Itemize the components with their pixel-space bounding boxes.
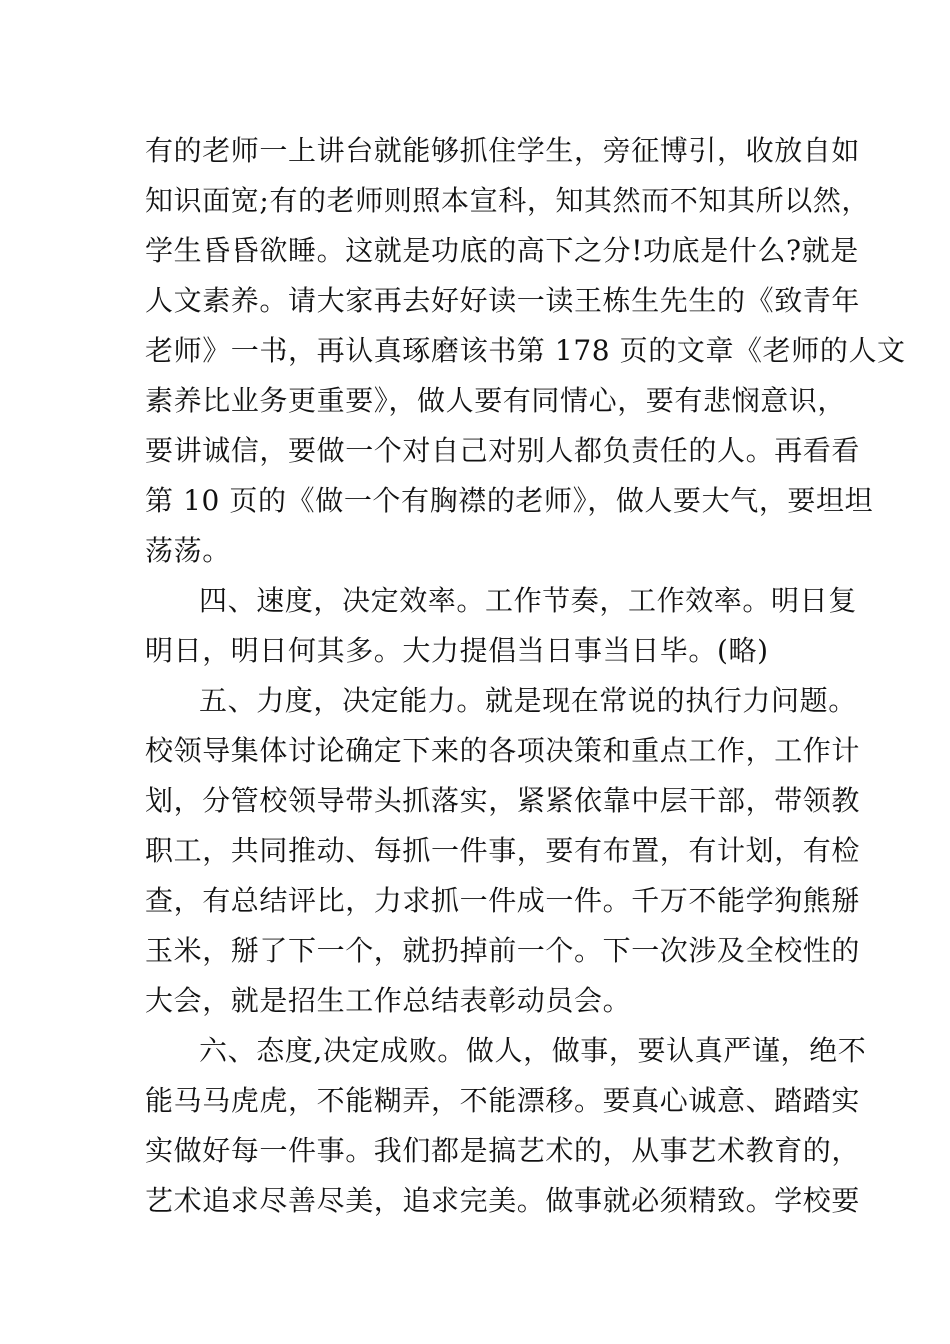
text-line: 素养比业务更重要》，做人要有同情心，要有悲悯意识， — [145, 384, 847, 417]
text-line: 明日，明日何其多。大力提倡当日事当日毕。(略) — [145, 634, 769, 667]
text-line: 老师》一书，再认真琢磨该书第 178 页的文章《老师的人文 — [145, 334, 906, 367]
text-line: 知识面宽;有的老师则照本宣科，知其然而不知其所以然， — [145, 184, 871, 217]
paragraph-heading-line: 四、速度，决定效率。工作节奏，工作效率。明日复 — [199, 584, 857, 617]
text-line: 人文素养。请大家再去好好读一读王栋生先生的《致青年 — [145, 284, 861, 317]
text-line: 玉米，掰了下一个，就扔掉前一个。下一次涉及全校性的 — [145, 934, 861, 967]
text-line: 职工，共同推动、每抓一件事，要有布置，有计划，有检 — [145, 834, 861, 867]
paragraph-heading-line: 六、态度,决定成败。做人，做事，要认真严谨，绝不 — [199, 1034, 867, 1067]
text-line: 能马马虎虎，不能糊弄，不能漂移。要真心诚意、踏踏实 — [145, 1084, 861, 1117]
text-line: 划，分管校领导带头抓落实，紧紧依靠中层干部，带领教 — [145, 784, 861, 817]
text-line: 要讲诚信，要做一个对自己对别人都负责任的人。再看看 — [145, 434, 861, 467]
text-line: 校领导集体讨论确定下来的各项决策和重点工作，工作计 — [145, 734, 861, 767]
text-line: 艺术追求尽善尽美，追求完美。做事就必须精致。学校要 — [145, 1184, 861, 1217]
paragraph-heading-line: 五、力度，决定能力。就是现在常说的执行力问题。 — [199, 684, 857, 717]
text-line: 学生昏昏欲睡。这就是功底的高下之分!功底是什么?就是 — [145, 234, 859, 267]
text-line: 第 10 页的《做一个有胸襟的老师》，做人要大气，要坦坦 — [145, 484, 874, 517]
text-line: 荡荡。 — [145, 534, 231, 567]
text-line: 大会，就是招生工作总结表彰动员会。 — [145, 984, 632, 1017]
text-line: 查，有总结评比，力求抓一件成一件。千万不能学狗熊掰 — [145, 884, 861, 917]
text-line: 实做好每一件事。我们都是搞艺术的，从事艺术教育的， — [145, 1134, 861, 1167]
text-line: 有的老师一上讲台就能够抓住学生，旁征博引，收放自如 — [145, 134, 861, 167]
